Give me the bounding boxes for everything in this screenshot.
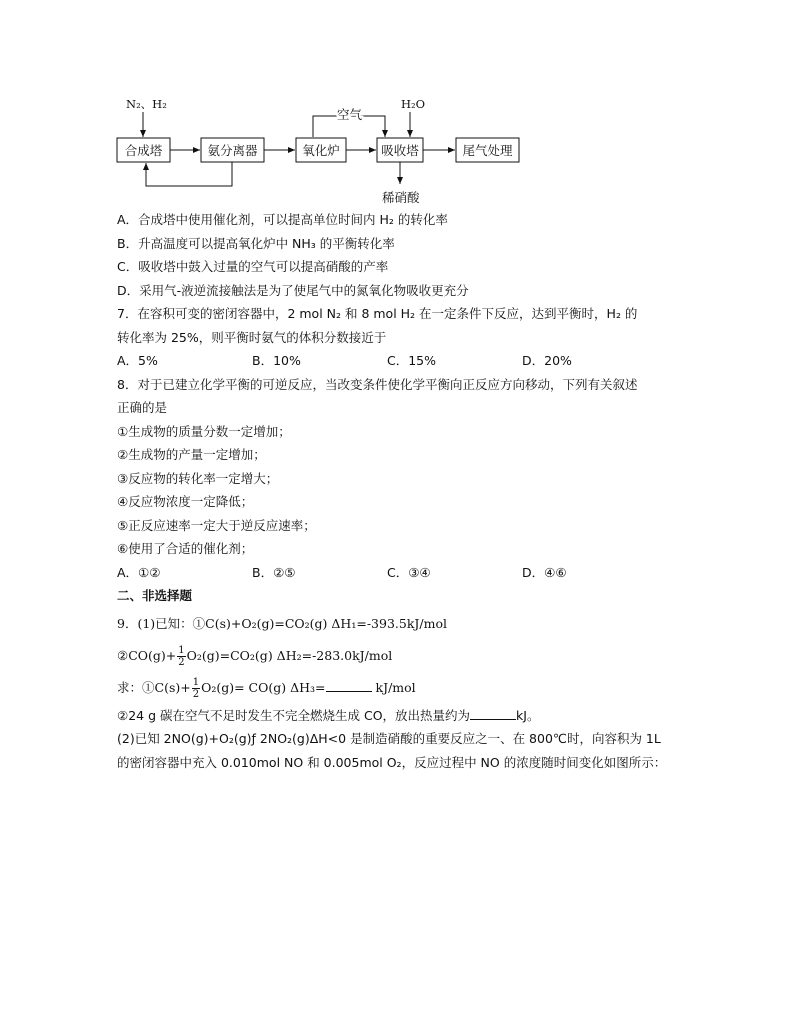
input-label: N₂、H₂ xyxy=(126,97,167,111)
q8-statement-3: ③反应物的转化率一定增大； xyxy=(117,470,279,486)
q8-option-c: C．③④ xyxy=(387,564,431,580)
q8-statement-2: ②生成物的产量一定增加； xyxy=(117,447,266,462)
q9-line2-post: O₂(g)=CO₂(g) ΔH₂=-283.0kJ/mol xyxy=(186,647,393,663)
q9-line2-pre: ②CO(g)+ xyxy=(117,647,177,663)
process-flowchart xyxy=(0,0,794,210)
answer-blank-heat[interactable] xyxy=(470,705,516,720)
question-document xyxy=(117,208,687,774)
q9-line4-pre: ②24 g 碳在空气不足时发生不完全燃烧生成 CO，放出热量约为 xyxy=(117,707,471,723)
q7-stem-line2: 转化率为 25%，则平衡时氨气的体积分数接近于 xyxy=(117,329,387,345)
q8-option-a: A．①② xyxy=(117,564,161,580)
q6-option-c: C．吸收塔中鼓入过量的空气可以提高硝酸的产率 xyxy=(117,259,389,274)
water-label: H₂O xyxy=(401,97,426,111)
q8-statement-5: ⑤正反应速率一定大于逆反应速率； xyxy=(117,517,316,533)
q9-line1: 9．(1)已知：①C(s)+O₂(g)=CO₂(g) ΔH₁=-393.5kJ/mol xyxy=(117,615,447,631)
q6-option-a: A．合成塔中使用催化剂，可以提高单位时间内 H₂ 的转化率 xyxy=(117,212,448,227)
recycle-loop xyxy=(146,162,232,186)
q8-statement-4: ④反应物浓度一定降低； xyxy=(117,494,254,509)
q7-option-d: D．20% xyxy=(522,353,572,368)
q9-line3 xyxy=(117,672,687,704)
q9-line4-unit: kJ。 xyxy=(516,707,540,723)
q8-statement-1: ①生成物的质量分数一定增加； xyxy=(117,423,291,439)
q8-statement-6: ⑥使用了合适的催化剂； xyxy=(117,541,254,556)
box-label-oxidation: 氧化炉 xyxy=(302,143,340,158)
q9-line5: (2)已知 2NO(g)+O₂(g)ƒ 2NO₂(g)ΔH<0 是制造硝酸的重要反应之一、在 800℃时，向容积为 1L xyxy=(117,731,661,746)
fraction-one-half: $\frac{1}{2}$ xyxy=(192,676,200,700)
q7-stem-line1: 7．在容积可变的密闭容器中，2 mol N₂ 和 8 mol H₂ 在一定条件下反应，达到平衡时，H₂ 的 xyxy=(117,306,638,321)
q9-line4 xyxy=(117,704,687,728)
box-label-synthesis: 合成塔 xyxy=(124,143,163,158)
box-label-tailgas: 尾气处理 xyxy=(462,143,513,158)
q9-line3-pre: 求：①C(s)+ xyxy=(117,679,191,695)
q8-options xyxy=(117,561,687,585)
output-label: 稀硝酸 xyxy=(382,190,420,205)
q9-line3-unit: kJ/mol xyxy=(375,679,416,695)
fraction-one-half: $\frac{1}{2}$ xyxy=(178,644,185,668)
q7-option-b: B．10% xyxy=(252,353,301,368)
box-label-separator: 氨分离器 xyxy=(207,143,258,158)
q9-line6: 的密闭容器中充入 0.010mol NO 和 0.005mol O₂，反应过程中 NO 的浓度随时间变化如图所示： xyxy=(117,754,667,770)
q9-line3-mid: O₂(g)= CO(g) ΔH₃= xyxy=(201,679,326,695)
box-label-absorption: 吸收塔 xyxy=(381,143,419,158)
q7-option-c: C．15% xyxy=(387,353,437,368)
q8-option-b: B．②⑤ xyxy=(252,564,296,580)
q9-line2 xyxy=(117,640,687,672)
air-label: 空气 xyxy=(337,107,363,122)
q6-option-d: D．采用气-液逆流接触法是为了使尾气中的氮氧化物吸收更充分 xyxy=(117,282,469,298)
q7-options xyxy=(117,349,687,373)
q6-option-b: B．升高温度可以提高氧化炉中 NH₃ 的平衡转化率 xyxy=(117,235,395,251)
answer-blank-dh3[interactable] xyxy=(326,677,372,692)
section-2-title: 二、非选择题 xyxy=(117,588,193,603)
q8-stem-line1: 8．对于已建立化学平衡的可逆反应，当改变条件使化学平衡向正反应方向移动，下列有关叙述 xyxy=(117,376,638,392)
q8-stem-line2: 正确的是 xyxy=(117,400,168,415)
q8-option-d: D．④⑥ xyxy=(522,564,567,580)
q7-option-a: A．5% xyxy=(117,353,158,368)
